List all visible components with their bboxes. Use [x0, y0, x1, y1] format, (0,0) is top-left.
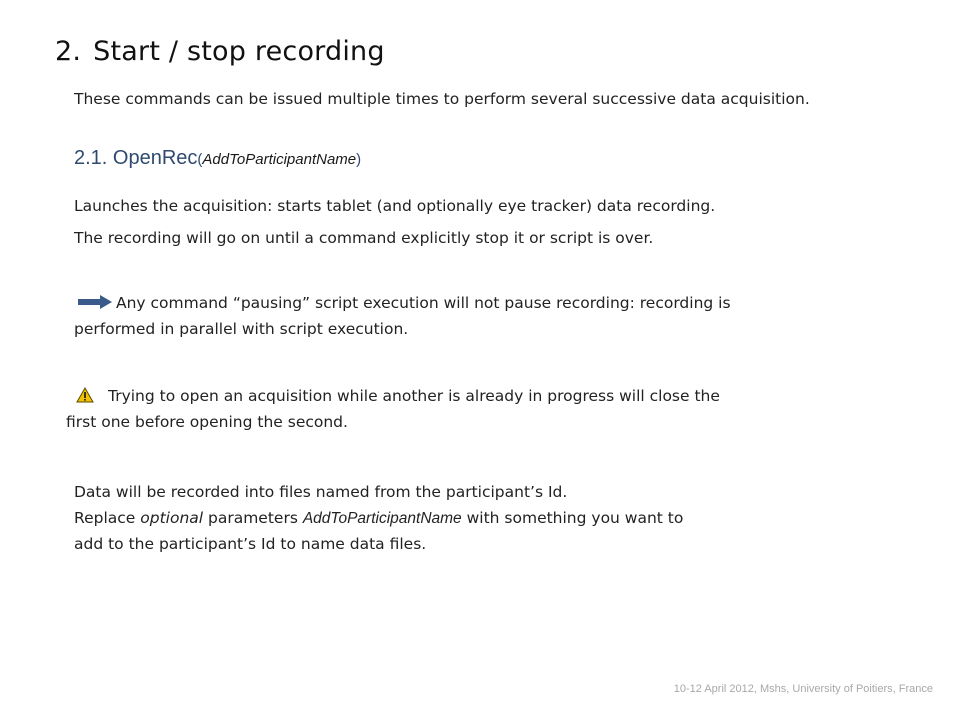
intro-text: These commands can be issued multiple times to perform several successive data acquisition.: [74, 90, 810, 108]
warning-line-1: [66, 384, 720, 408]
note-line-2: performed in parallel with script execution.: [74, 320, 409, 338]
description-line-2: The recording will go on until a command explicitly stop it or script is over.: [74, 229, 654, 247]
files-line-2: [74, 506, 683, 531]
section-heading: [74, 147, 361, 170]
paren-close: ): [356, 151, 362, 168]
section-heading-params: [197, 151, 361, 168]
section-heading-label: 2.1. OpenRec: [74, 147, 198, 169]
warning-text-1: Trying to open an acquisition while another is already in progress will close the: [108, 387, 720, 405]
description-line-1: Launches the acquisition: starts tablet (and optionally eye tracker) data recording.: [74, 197, 716, 215]
title-text: Start / stop recording: [93, 36, 385, 67]
page-title: [55, 36, 385, 67]
files-line-1: Data will be recorded into files named from the participant’s Id.: [74, 483, 568, 501]
note-line-1: [78, 291, 731, 315]
files-line-2-prefix: Replace: [74, 509, 141, 527]
section-param: AddToParticipantName: [202, 151, 357, 168]
warning-icon: [76, 386, 94, 402]
files-optional-word: optional: [140, 509, 204, 527]
note-text-1: Any command “pausing” script execution will not pause recording: recording is: [116, 294, 731, 312]
title-number: 2.: [55, 36, 82, 67]
files-line-2-suffix: with something you want to: [461, 509, 684, 527]
files-param: AddToParticipantName: [302, 510, 462, 527]
files-line-3: add to the participant’s Id to name data files.: [74, 535, 427, 553]
warning-line-2: first one before opening the second.: [66, 413, 348, 431]
paren-open: (: [197, 151, 203, 168]
footer-text: 10-12 April 2012, Mshs, University of Poitiers, France: [673, 683, 933, 695]
files-line-2-middle: parameters: [203, 509, 303, 527]
right-arrow-icon: [78, 293, 112, 309]
